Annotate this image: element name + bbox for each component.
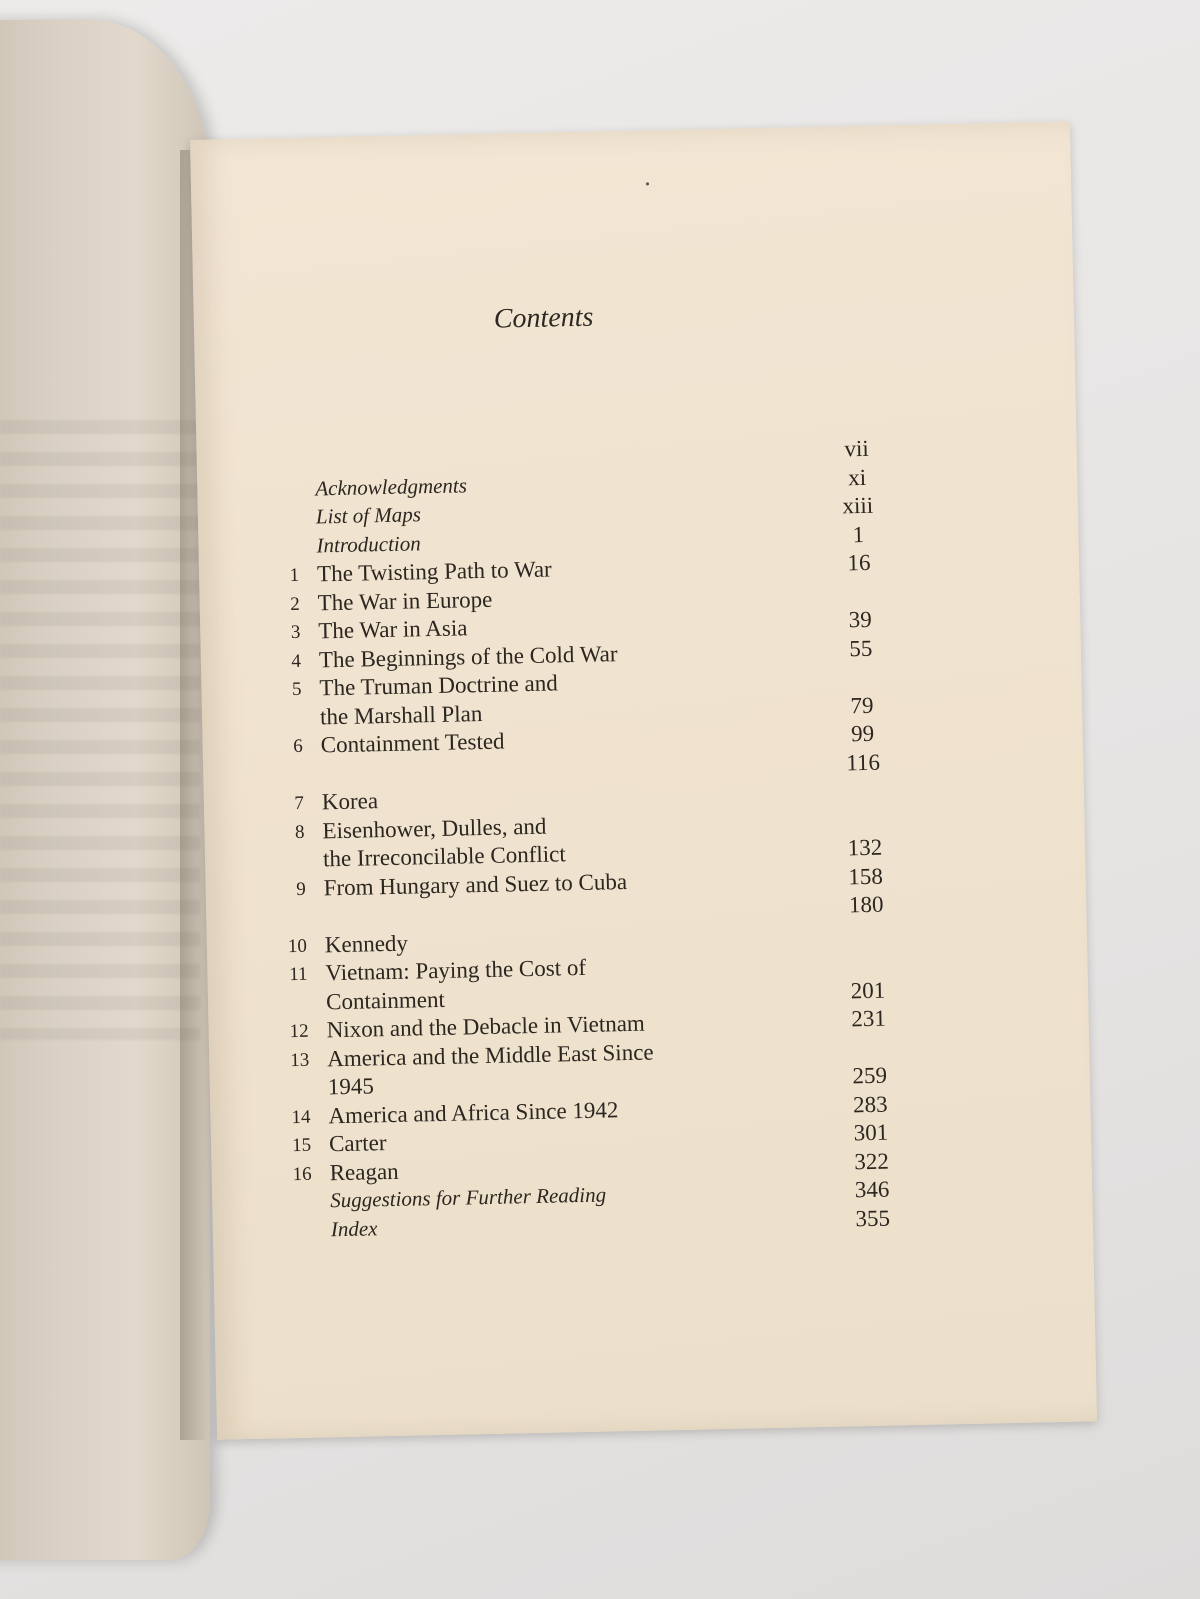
toc-chapter-number — [262, 707, 302, 708]
toc-entry-title: America and the Middle East Since — [327, 1038, 654, 1071]
toc-page-number: 283 — [852, 1091, 888, 1117]
toc-page-number: 322 — [854, 1148, 890, 1174]
toc-chapter-number: 6 — [293, 735, 303, 757]
toc-chapter-number: 16 — [292, 1163, 312, 1185]
toc-entry-title: America and Africa Since 1942 — [328, 1096, 619, 1128]
toc-chapter-number: 7 — [294, 792, 305, 814]
toc-page-number: 79 — [850, 692, 874, 718]
toc-entry-title: The Beginnings of the Cold War — [318, 640, 618, 672]
toc-chapter-number — [268, 992, 308, 993]
toc-chapter-number — [258, 508, 298, 509]
toc-chapter-number: 5 — [291, 678, 302, 700]
toc-chapter-number — [265, 850, 305, 851]
page-speck — [646, 182, 649, 185]
toc-page-number: 132 — [847, 834, 883, 861]
toc-page-number: 231 — [851, 1005, 887, 1032]
toc-entry-title: Introduction — [316, 530, 421, 557]
toc-entry-title: 1945 — [327, 1073, 375, 1100]
toc-entry-title: Carter — [328, 1130, 387, 1157]
toc-chapter-number: 8 — [294, 821, 305, 843]
table-of-contents — [256, 435, 913, 1246]
toc-entry-title: Korea — [321, 788, 379, 815]
left-page-bleed-through — [0, 420, 200, 1040]
toc-chapter-number: 11 — [288, 963, 308, 986]
toc-chapter-number: 13 — [290, 1049, 310, 1071]
toc-page-number: 201 — [850, 977, 886, 1003]
toc-entry-title: Acknowledgments — [315, 472, 468, 500]
toc-entry-title: The War in Europe — [317, 586, 493, 615]
toc-chapter-number — [266, 907, 306, 908]
toc-entry-title: Eisenhower, Dulles, and — [322, 813, 547, 843]
toc-page-number: 1 — [852, 521, 865, 547]
toc-entry-title: The Twisting Path to War — [316, 556, 552, 587]
toc-chapter-number: 15 — [291, 1134, 312, 1157]
toc-entry-title: Containment — [325, 986, 446, 1014]
toc-chapter-number — [257, 451, 297, 452]
toc-chapter-number: 10 — [287, 935, 308, 957]
toc-page-number: 116 — [846, 749, 881, 775]
toc-page-number: 180 — [848, 891, 884, 918]
toc-chapter-number — [257, 479, 297, 480]
toc-page-number: 301 — [853, 1119, 889, 1146]
toc-chapter-number: 2 — [290, 593, 300, 615]
toc-chapter-number: 9 — [295, 878, 306, 900]
toc-entry-title: the Irreconcilable Conflict — [322, 841, 566, 872]
toc-page-number: xiii — [842, 492, 874, 519]
toc-entry-title: the Marshall Plan — [319, 700, 483, 729]
toc-entry-title: The War in Asia — [318, 615, 468, 644]
toc-chapter-number: 14 — [291, 1106, 311, 1128]
toc-page-number: 55 — [849, 635, 873, 661]
toc-chapter-number: 3 — [290, 621, 301, 643]
toc-chapter-number — [263, 764, 303, 765]
toc-entry-title: Kennedy — [324, 930, 409, 957]
toc-page-number: 355 — [855, 1205, 891, 1231]
toc-page-number: xi — [847, 464, 867, 490]
toc-chapter-number — [273, 1220, 313, 1221]
toc-entry-title: Vietnam: Paying the Cost of — [325, 954, 587, 986]
toc-entry-title: Suggestions for Further Reading — [329, 1182, 607, 1213]
toc-chapter-number: 1 — [289, 564, 300, 587]
toc-entry-title: From Hungary and Suez to Cuba — [323, 868, 628, 900]
left-page — [0, 20, 210, 1560]
toc-entry-title: Index — [330, 1215, 378, 1241]
toc-entry-title: The Truman Doctrine and — [319, 670, 558, 701]
toc-chapter-number — [270, 1078, 310, 1079]
toc-entry-title: Reagan — [329, 1158, 399, 1185]
toc-entry-title: Containment Tested — [320, 728, 505, 758]
toc-page-number: vii — [844, 435, 870, 462]
toc-page-number: 99 — [850, 720, 875, 747]
toc-page-number: 158 — [848, 863, 884, 889]
page-title: Contents — [493, 301, 594, 335]
toc-page-number: 16 — [847, 549, 871, 576]
toc-entry-title: List of Maps — [315, 502, 422, 529]
toc-page-number: 39 — [848, 606, 872, 633]
toc-entry-title: Nixon and the Debacle in Vietnam — [326, 1010, 646, 1043]
toc-chapter-number: 4 — [291, 650, 302, 672]
toc-chapter-number — [272, 1192, 312, 1193]
toc-chapter-number — [258, 536, 298, 537]
toc-chapter-number: 12 — [289, 1020, 309, 1043]
toc-page-number: 346 — [854, 1176, 890, 1203]
contents-page — [190, 122, 1097, 1440]
toc-page-number: 259 — [852, 1062, 888, 1089]
